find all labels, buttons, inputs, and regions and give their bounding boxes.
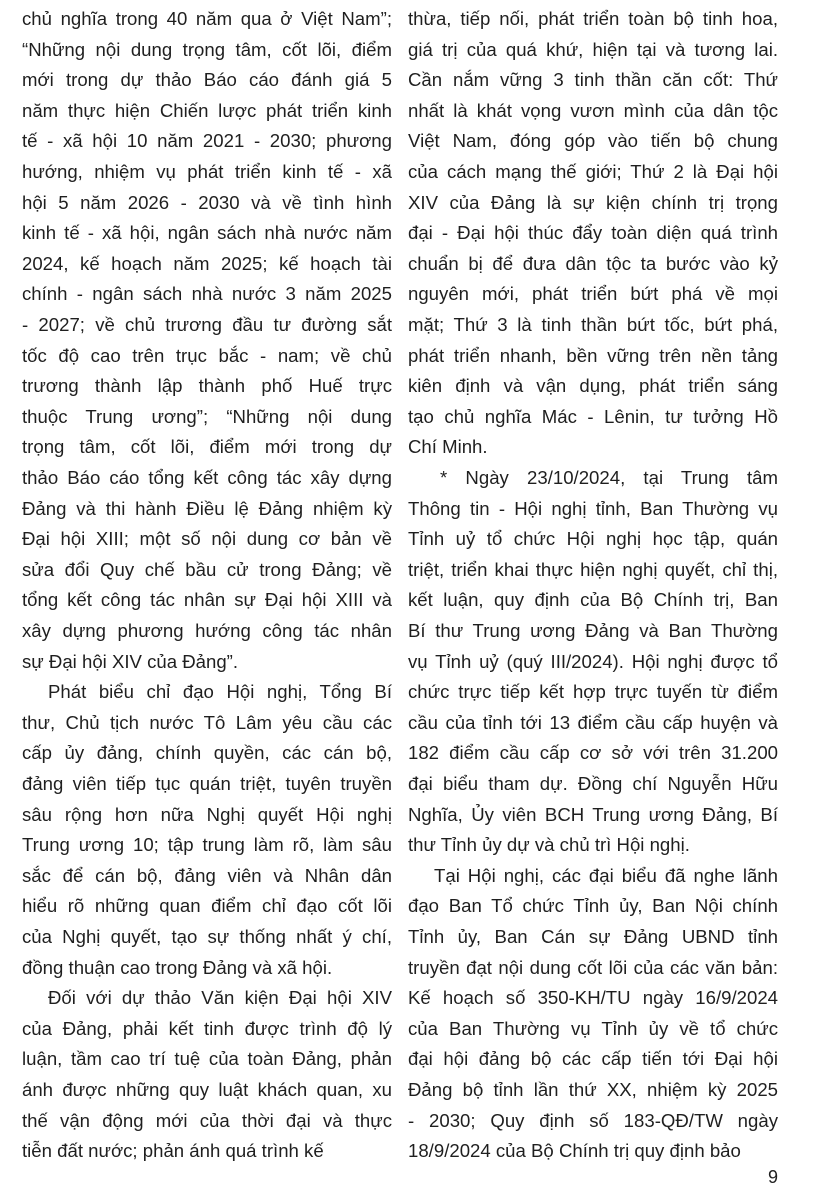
text-line: đại biểu tham dự. Đồng chí Nguyễn Hữu (408, 773, 778, 794)
text-line: chức trực tiếp kết hợp trực tuyến từ điểm (408, 681, 778, 703)
text-line: Tỉnh ủy, Ban Cán sự Đảng UBND tỉnh (408, 926, 778, 947)
text-line: sắc để cán bộ, đảng viên và Nhân dân (22, 864, 392, 886)
text-line: chính - ngân sách nhà nước 3 năm 2025 (22, 283, 392, 305)
text-line: 2024, kế hoạch năm 2025; kế hoạch tài (22, 252, 392, 274)
text-line: hướng, nhiệm vụ phát triển kinh tế - xã (22, 161, 392, 182)
text-line: - 2027; về chủ trương đầu tư đường sắt (22, 314, 392, 335)
text-line: mặt; Thứ 3 là tinh thần bứt tốc, bứt phá, (408, 314, 778, 335)
text-line: Phát biểu chỉ đạo Hội nghị, Tổng Bí (48, 681, 392, 703)
text-line: Cần nắm vững 3 tinh thần căn cốt: Thứ (408, 69, 778, 91)
text-line: Bí thư Trung ương Đảng và Ban Thường (408, 620, 778, 641)
text-line: nguyên mới, phát triển bứt phá về mọi (408, 283, 778, 305)
text-line: thư, Chủ tịch nước Tô Lâm yêu cầu các (22, 711, 392, 733)
text-line: tiễn đất nước; phản ánh quá trình kế (22, 1140, 324, 1162)
text-line: Kế hoạch số 350-KH/TU ngày 16/9/2024 (408, 987, 778, 1009)
text-line: Tại Hội nghị, các đại biểu đã nghe lãnh (434, 864, 778, 886)
text-line: của cách mạng thế giới; Thứ 2 là Đại hội (408, 161, 778, 182)
text-line: XIV của Đảng là sự kiện chính trị trọng (408, 191, 778, 213)
text-line: tế - xã hội 10 năm 2021 - 2030; phương (22, 130, 392, 152)
text-line: chủ nghĩa trong 40 năm qua ở Việt Nam”; (22, 8, 392, 29)
text-line: thế vận động mới của thời đại và thực (22, 1109, 392, 1131)
text-line: năm thực hiện Chiến lược phát triển kinh (22, 99, 392, 121)
text-line: đại - Đại hội thúc đẩy toàn diện quá trình (408, 222, 778, 244)
text-line: Thông tin - Hội nghị tỉnh, Ban Thường vụ (408, 497, 778, 519)
text-line: thảo Báo cáo tổng kết công tác xây dựng (22, 467, 392, 488)
text-line: Đối với dự thảo Văn kiện Đại hội XIV (48, 987, 392, 1009)
text-line: luận, tầm cao trí tuệ của toàn Đảng, phản (22, 1048, 392, 1070)
text-line: đạo Ban Tổ chức Tỉnh ủy, Ban Nội chính (408, 895, 778, 917)
text-line: sửa đổi Quy chế bầu cử trong Đảng; về (22, 558, 392, 580)
text-line: đại hội đảng bộ các cấp tiến tới Đại hội (408, 1048, 778, 1070)
text-line: chuẩn bị để đưa dân tộc ta bước vào kỷ (408, 252, 778, 274)
text-line: đảng viên tiếp tục quán triệt, tuyên truyền (22, 773, 392, 794)
text-line: * Ngày 23/10/2024, tại Trung tâm (440, 467, 778, 488)
text-line: thư Tỉnh ủy dự và chủ trì Hội nghị. (408, 834, 690, 856)
text-line: kết luận, quy định của Bộ Chính trị, Ban (408, 589, 778, 611)
text-line: giá trị của quá khứ, hiện tại và tương lai. (408, 38, 778, 60)
text-line: tốc độ cao trên trục bắc - nam; về chủ (22, 344, 392, 366)
text-line: vụ Tỉnh uỷ (quý III/2024). Hội nghị được tổ (408, 650, 778, 672)
page-number: 9 (767, 1167, 778, 1187)
text-line: Đại hội XIII; một số nội dung cơ bản về (22, 528, 392, 550)
text-line: ánh được những quy luật khách quan, xu (22, 1079, 392, 1100)
text-line: của Đảng, phải kết tinh được trình độ lý (22, 1017, 392, 1039)
text-line: trọng tâm, cốt lõi, điểm mới trong dự (22, 436, 392, 458)
text-line: trương thành lập thành phố Huế trực (22, 375, 392, 397)
text-line: xây dựng phương hướng công tác nhân (22, 620, 392, 641)
text-line: phát triển nhanh, bền vững trên nền tảng (408, 344, 778, 366)
text-line: Việt Nam, đóng góp vào tiến bộ chung (408, 130, 778, 152)
text-line: cầu của tỉnh tới 13 điểm cầu cấp huyện và (408, 711, 778, 733)
text-line: truyền đạt nội dung cốt lõi của các văn bản: (408, 956, 778, 978)
text-line: đồng thuận cao trong Đảng và xã hội. (22, 956, 333, 978)
text-line: Đảng và thi hành Điều lệ Đảng nhiệm kỳ (22, 497, 392, 519)
text-line: Đảng bộ tỉnh lần thứ XX, nhiệm kỳ 2025 (408, 1079, 778, 1100)
text-line: hội 5 năm 2026 - 2030 và về tình hình (22, 191, 392, 213)
text-line: thuộc Trung ương”; “Những nội dung (22, 405, 392, 427)
text-line: nhất là khát vọng vươn mình của dân tộc (408, 99, 778, 121)
text-line: - 2030; Quy định số 183-QĐ/TW ngày (408, 1109, 778, 1131)
text-line: mới trong dự thảo Báo cáo đánh giá 5 (22, 69, 392, 91)
text-line: Trung ương 10; tập trung làm rõ, làm sâu (22, 834, 392, 856)
text-line: kinh tế - xã hội, ngân sách nhà nước năm (22, 222, 392, 244)
text-line: sự Đại hội XIV của Đảng”. (22, 650, 239, 672)
text-line: của Ban Thường vụ Tỉnh ủy về tổ chức (408, 1017, 778, 1039)
text-line: 18/9/2024 của Bộ Chính trị quy định bảo (408, 1140, 741, 1162)
text-line: sâu rộng hơn nữa Nghị quyết Hội nghị (22, 803, 392, 825)
text-line: tạo chủ nghĩa Mác - Lênin, tư tưởng Hồ (408, 405, 778, 427)
text-line: thừa, tiếp nối, phát triển toàn bộ tinh hoa, (408, 8, 778, 29)
text-line: hiểu rõ những quan điểm chỉ đạo cốt lõi (22, 895, 392, 917)
text-line: Chí Minh. (408, 436, 488, 458)
text-line: Nghĩa, Ủy viên BCH Trung ương Đảng, Bí (408, 803, 778, 825)
text-line: “Những nội dung trọng tâm, cốt lõi, điểm (22, 38, 392, 60)
text-line: Tỉnh uỷ tổ chức Hội nghị học tập, quán (408, 528, 778, 550)
text-line: kiên định và vận dụng, phát triển sáng (408, 375, 778, 397)
text-line: cấp ủy đảng, chính quyền, các cán bộ, (22, 742, 392, 764)
text-line: 182 điểm cầu cấp cơ sở với trên 31.200 (408, 742, 778, 764)
text-line: triệt, triển khai thực hiện nghị quyết, chỉ thị, (408, 558, 778, 580)
text-line: của Nghị quyết, tạo sự thống nhất ý chí, (22, 926, 392, 947)
text-line: tổng kết công tác nhân sự Đại hội XIII và (22, 589, 392, 611)
